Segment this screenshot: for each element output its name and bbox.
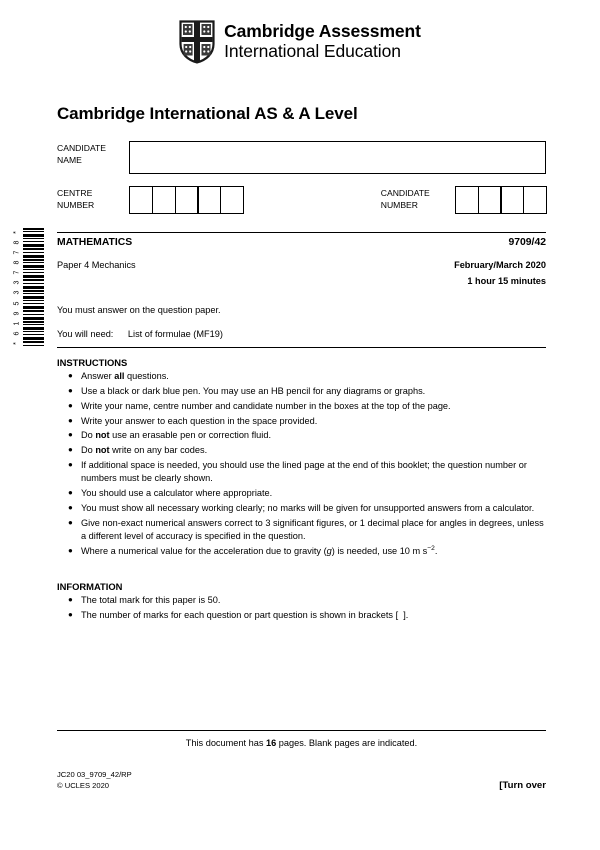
list-item [57,400,546,413]
paper-code: 9709/42 [508,237,546,248]
instructions-heading: INSTRUCTIONS [57,357,128,368]
footer-reference-line1: JC20 03_9709_42/RP [57,770,132,779]
bullet-icon: ● [68,503,73,513]
footer [57,770,546,791]
list-item [57,545,546,558]
cambridge-logo [0,20,600,64]
centre-number-cell[interactable] [197,186,221,214]
list-item-text: Give non-exact numerical answers correct to 3 significant figures, or 1 decimal place for angles in degrees, unless a different level of accuracy is specified in the question. [81,517,544,542]
bullet-icon: ● [68,546,73,556]
list-item-text: Do not use an erasable pen or correction fluid. [81,430,271,441]
bullet-icon: ● [68,385,73,395]
list-item-text: Use a black or dark blue pen. You may use an HB pencil for any diagrams or graphs. [81,385,426,396]
candidate-number-input[interactable] [455,186,546,214]
number-fields [57,186,546,214]
bullet-icon: ● [68,430,73,440]
exam-duration: 1 hour 15 minutes [467,276,546,286]
list-item-text: The total mark for this paper is 50. [81,595,221,605]
divider-footer [57,730,546,731]
list-item-text: You must show all necessary working clearly; no marks will be given for unsupported answers from a calculator. [81,503,535,514]
list-item [57,594,546,607]
document-page-count: This document has 16 pages. Blank pages are indicated. [185,738,418,748]
barcode-bars [23,228,44,348]
centre-number-cell[interactable] [220,186,244,214]
divider-top [57,232,546,233]
materials-needed-label: You will need: [57,329,114,339]
cambridge-crest-icon [179,20,215,64]
materials-needed [57,329,223,339]
barcode-digit: 7 [13,250,20,255]
list-item-text: Write your answer to each question in the space provided. [81,415,318,426]
centre-number-label-line1: CENTRE [57,188,93,198]
list-item-text: Where a numerical value for the acceleration due to gravity (g) is needed, use 10 m $s^{-2}$. [81,545,438,557]
footer-copyright: © UCLES 2020 [57,780,110,790]
bullet-icon: ● [68,488,73,498]
bullet-icon: ● [68,371,73,380]
list-item [57,487,546,500]
list-item-text: Do not write on any bar codes. [81,445,208,456]
barcode-digit: 3 [13,291,20,295]
bullet-icon: ● [68,415,73,425]
list-item [57,609,546,622]
candidate-name-input[interactable] [129,141,546,174]
list-item-text: You should use a calculator where appropriate. [81,488,273,499]
list-item [57,385,546,398]
subject-row [57,237,546,248]
candidate-number-label-line1: CANDIDATE [380,188,430,198]
logo-title-line1: Cambridge Assessment [224,21,421,42]
candidate-number-label [381,186,455,211]
candidate-number-cell[interactable] [455,186,479,214]
barcode-digit: 9 [13,311,20,316]
centre-number-label [57,186,129,211]
answer-on-paper-note: You must answer on the question paper. [57,305,221,315]
barcode-digit: 7 [13,270,20,275]
candidate-number-label-line2: NUMBER [380,199,418,210]
candidate-name-label [57,141,129,166]
list-item [57,517,546,544]
centre-number-label-line2: NUMBER [57,199,95,210]
list-item [57,502,546,515]
information-list [57,594,546,624]
barcode-digit: 8 [13,240,20,245]
barcode-icon [10,228,46,348]
footer-reference [57,770,132,791]
candidate-number-cell[interactable] [500,186,524,214]
candidate-name-label-line1: CANDIDATE [57,143,107,153]
barcode-digit: 3 [13,280,20,285]
exam-session: February/March 2020 [454,260,546,270]
divider-instructions [57,347,546,348]
list-item-text: The number of marks for each question or part question is shown in brackets [ ]. [81,609,409,620]
component-name: Paper 4 Mechanics [57,260,136,270]
bullet-icon: ● [68,595,73,604]
bullet-icon: ● [68,609,73,619]
bullet-icon: ● [68,460,73,470]
subject-name: MATHEMATICS [57,237,133,248]
logo-title-line2: International Education [224,41,401,61]
instructions-list [57,370,546,560]
materials-needed-value: List of formulae (MF19) [127,329,223,339]
list-item-text: Write your name, centre number and candidate number in the boxes at the top of the page. [81,400,451,411]
page-title: Cambridge International AS & A Level [57,104,358,123]
bullet-icon: ● [68,445,73,455]
turn-over-label: [Turn over [499,780,546,792]
list-item [57,415,546,428]
barcode-digits [10,228,23,348]
candidate-name-label-line2: NAME [57,154,82,165]
barcode-digit: 8 [13,260,20,265]
centre-number-cell[interactable] [129,186,153,214]
list-item [57,444,546,457]
component-row [57,260,546,270]
list-item [57,459,546,486]
bullet-icon: ● [68,517,73,527]
list-item-text: If additional space is needed, you should use the lined page at the end of this booklet; the question number or numbers must be clearly shown. [81,460,527,484]
centre-number-cell[interactable] [152,186,176,214]
list-item-text: Answer all questions. [81,371,169,381]
bullet-icon: ● [68,400,73,410]
barcode-digit: 1 [13,321,20,326]
list-item [57,370,546,383]
barcode-digit: * [12,341,20,345]
centre-number-cell[interactable] [175,186,199,214]
barcode-digit: 6 [13,331,20,336]
information-heading: INFORMATION [57,581,123,592]
candidate-name-field [57,141,546,174]
list-item [57,429,546,442]
centre-number-input[interactable] [129,186,243,214]
candidate-number-cell[interactable] [523,186,547,214]
barcode-digit: 5 [13,301,20,305]
candidate-number-cell[interactable] [478,186,502,214]
barcode-digit: * [12,231,20,234]
